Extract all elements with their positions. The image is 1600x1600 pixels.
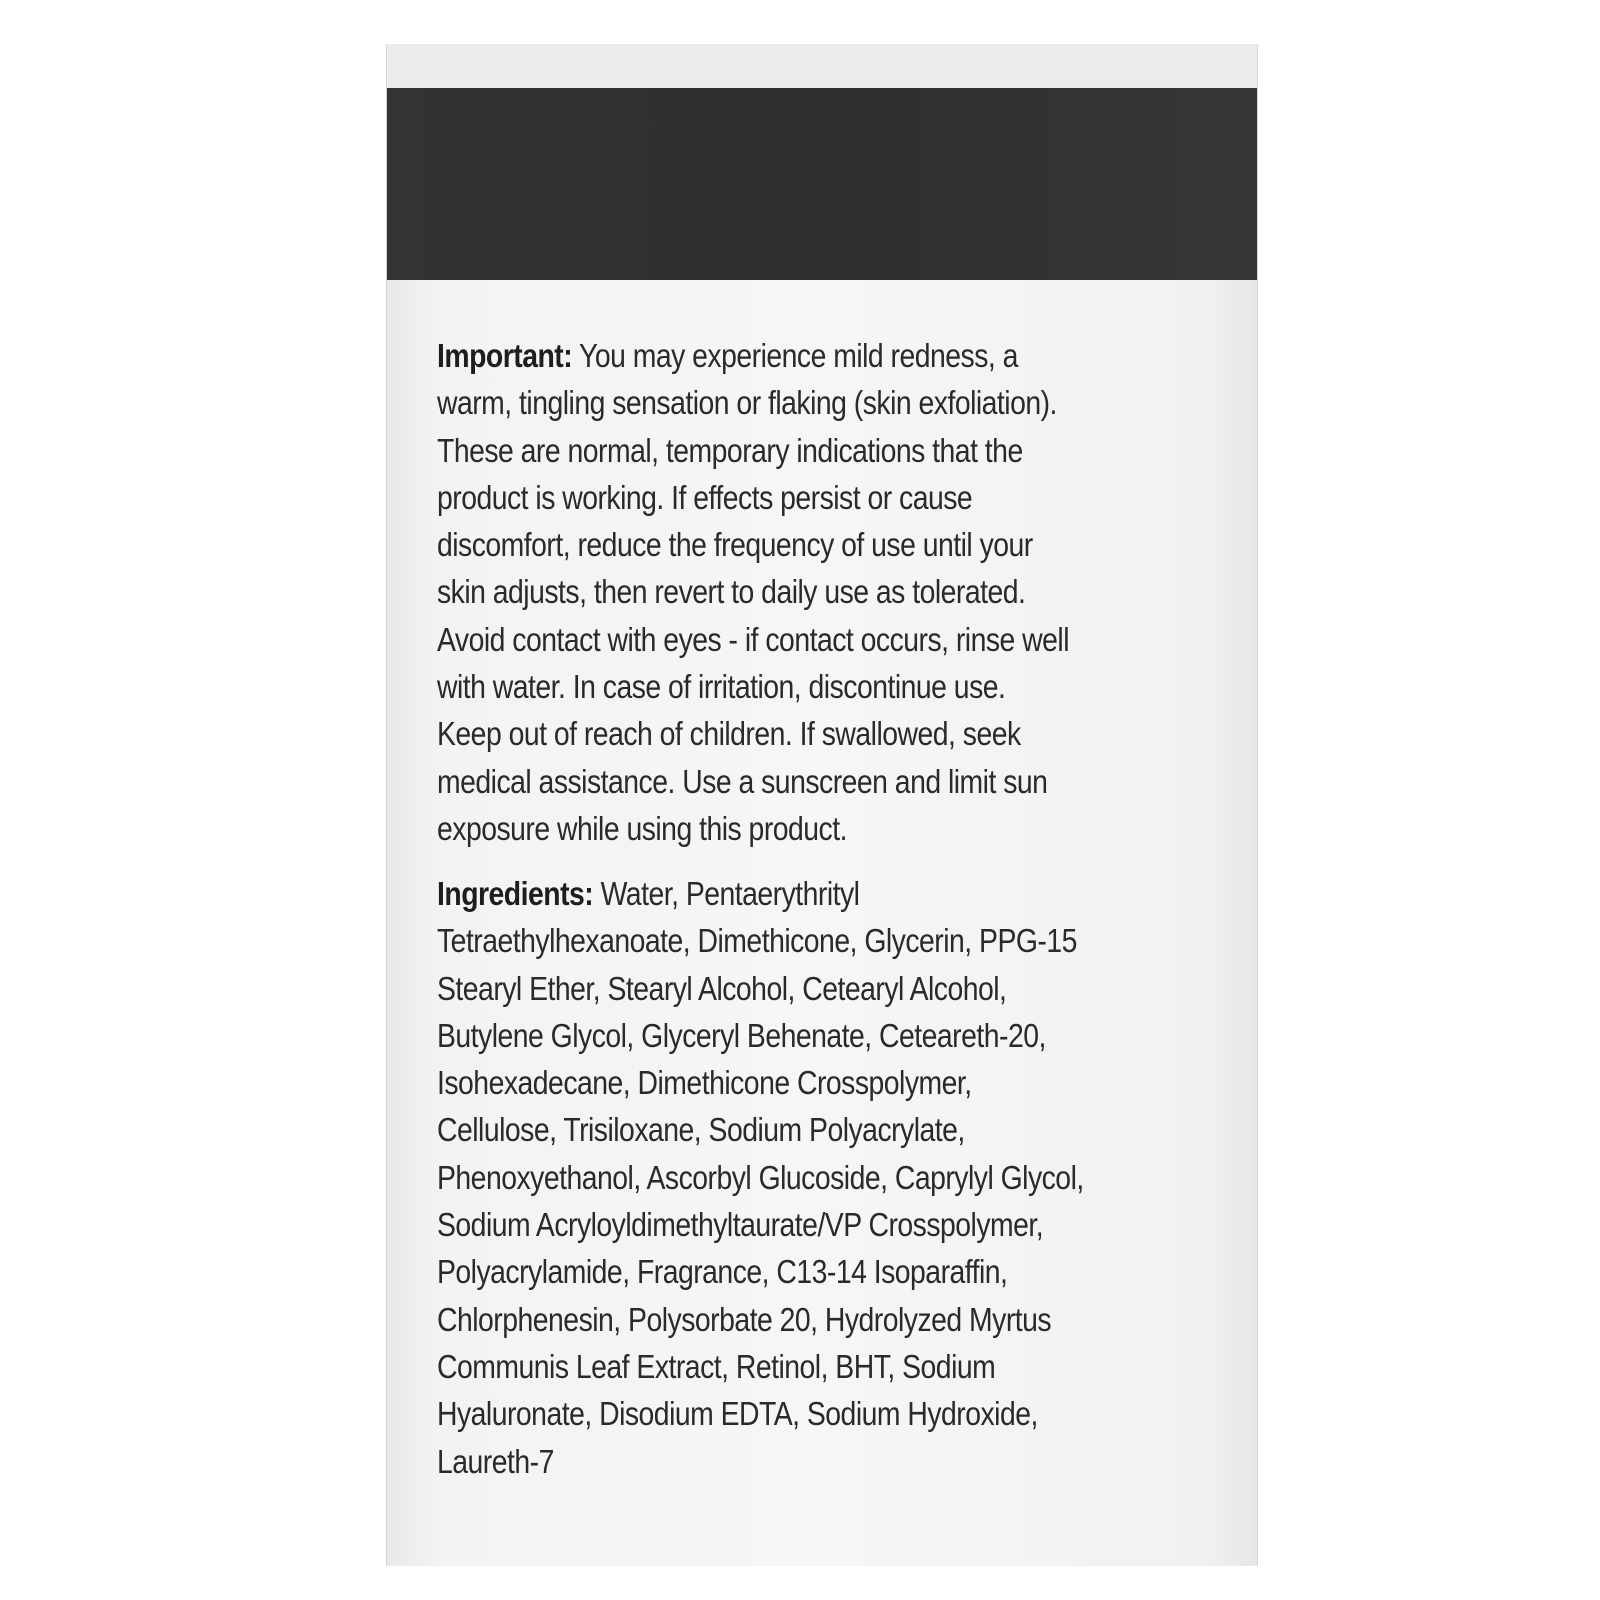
ingredients-line: Stearyl Ether, Stearyl Alcohol, Cetearyl Alcohol, xyxy=(437,969,1007,1007)
ingredients-line: Butylene Glycol, Glyceryl Behenate, Ceteareth-20, xyxy=(437,1016,1046,1054)
ingredients-section xyxy=(437,870,1226,1485)
important-line: exposure while using this product. xyxy=(437,809,847,847)
important-line: warm, tingling sensation or flaking (skin exfoliation). xyxy=(437,384,1057,422)
important-line: medical assistance. Use a sunscreen and limit sun xyxy=(437,762,1048,800)
ingredients-line-0 xyxy=(437,870,1226,917)
label-dark-band xyxy=(387,88,1257,280)
important-line: discomfort, reduce the frequency of use until your xyxy=(437,526,1033,564)
important-line: Avoid contact with eyes - if contact occurs, rinse well xyxy=(437,620,1070,658)
important-section xyxy=(437,332,1226,852)
ingredients-line: Tetraethylhexanoate, Dimethicone, Glycerin, PPG-15 xyxy=(437,922,1077,960)
ingredients-line: Sodium Acryloyldimethyltaurate/VP Crosspolymer, xyxy=(437,1206,1044,1244)
important-line: Keep out of reach of children. If swallowed, seek xyxy=(437,715,1021,753)
ingredients-line: Phenoxyethanol, Ascorbyl Glucoside, Caprylyl Glycol, xyxy=(437,1158,1084,1196)
ingredients-text: Water, Pentaerythrityl xyxy=(593,875,860,912)
important-line: skin adjusts, then revert to daily use as tolerated. xyxy=(437,573,1026,611)
important-line-0 xyxy=(437,332,1226,379)
important-line: These are normal, temporary indications that the xyxy=(437,431,1023,469)
important-line: with water. In case of irritation, discontinue use. xyxy=(437,668,1006,706)
ingredients-label: Ingredients: xyxy=(437,875,594,912)
ingredients-line: Polyacrylamide, Fragrance, C13-14 Isoparaffin, xyxy=(437,1253,1008,1291)
ingredients-line: Isohexadecane, Dimethicone Crosspolymer, xyxy=(437,1064,972,1102)
important-label: Important: xyxy=(437,337,573,374)
ingredients-line: Cellulose, Trisiloxane, Sodium Polyacrylate, xyxy=(437,1111,965,1149)
ingredients-line: Chlorphenesin, Polysorbate 20, Hydrolyzed Myrtus xyxy=(437,1300,1052,1338)
ingredients-line: Hyaluronate, Disodium EDTA, Sodium Hydroxide, xyxy=(437,1395,1038,1433)
label-top-strip xyxy=(387,44,1257,88)
ingredients-line: Communis Leaf Extract, Retinol, BHT, Sodium xyxy=(437,1347,996,1385)
important-line: product is working. If effects persist or cause xyxy=(437,478,973,516)
important-text: You may experience mild redness, a xyxy=(572,337,1018,374)
product-label-panel xyxy=(386,44,1258,1566)
ingredients-line: Laureth-7 xyxy=(437,1442,554,1480)
